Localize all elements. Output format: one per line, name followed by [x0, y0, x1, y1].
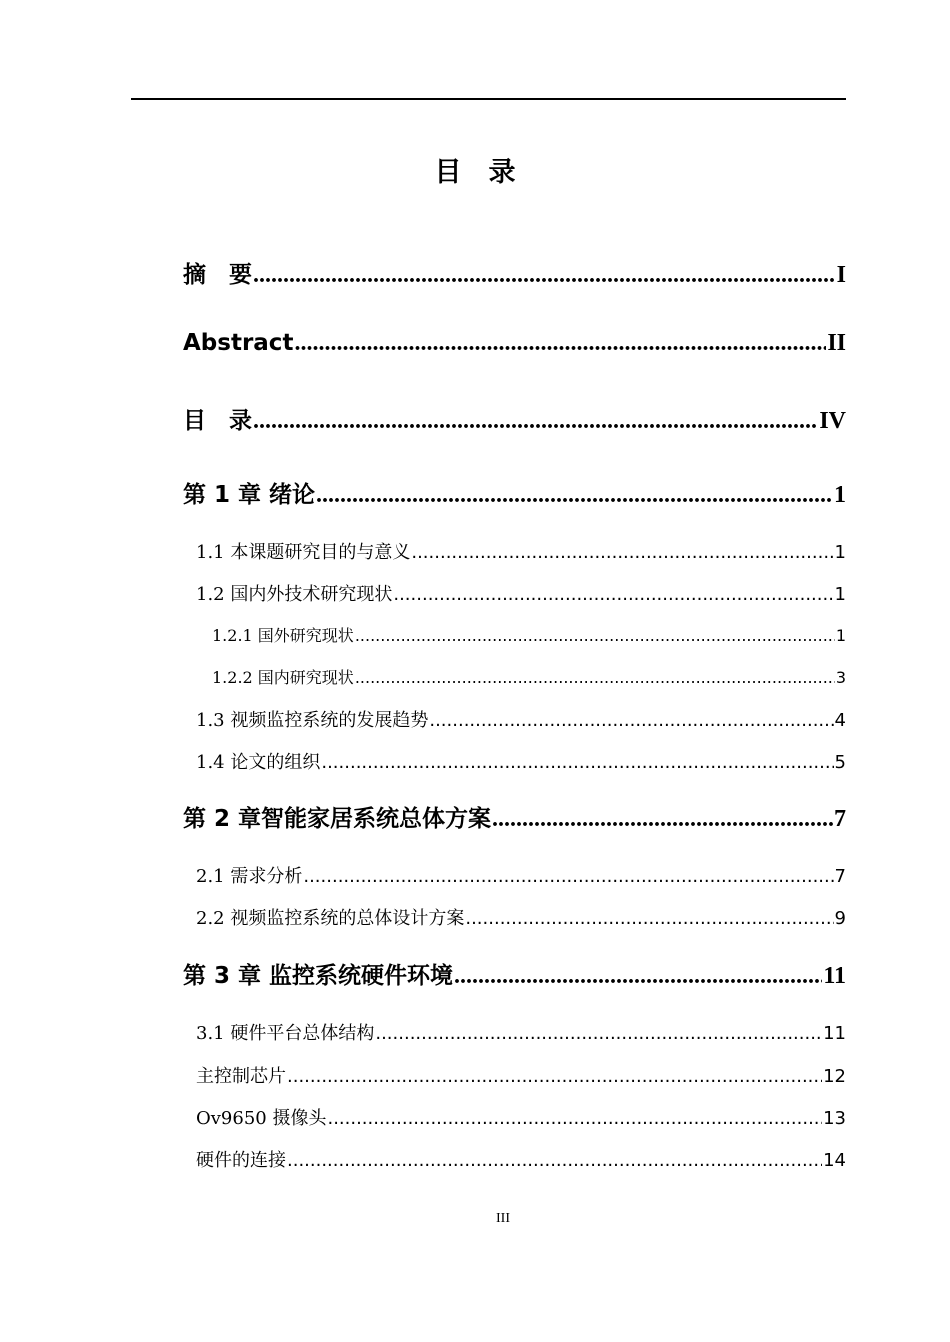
toc-entry-label: 第 2 章智能家居系统总体方案 [183, 806, 492, 832]
toc-entry-page: II [827, 330, 846, 356]
page-title: 目 录 [434, 157, 516, 188]
toc-leader [429, 710, 833, 731]
toc-entry-label: 第 1 章 绪论 [183, 482, 316, 508]
toc-entry-1-3[interactable] [196, 706, 846, 732]
toc-leader [393, 584, 833, 605]
toc-entry-label: Abstract [183, 330, 294, 356]
toc-entry-abstract-cn[interactable] [183, 256, 846, 289]
toc-entry-page: I [836, 262, 846, 288]
toc-entry-page: 4 [834, 710, 846, 731]
toc-entry-label: 1.2.2 国内研究现状 [212, 668, 354, 687]
toc-entry-page: 1 [834, 542, 846, 563]
toc-entry-label: 1.4 论文的组织 [196, 752, 321, 773]
toc-entry-label: 1.3 视频监控系统的发展趋势 [196, 710, 429, 731]
toc-entry-1-4[interactable] [196, 748, 846, 774]
toc-entry-page: 5 [834, 752, 846, 773]
toc-leader [287, 1066, 822, 1087]
toc-entry-camera[interactable] [196, 1104, 846, 1130]
toc-entry-label: 硬件的连接 [196, 1150, 286, 1171]
toc-entry-label: Ov9650 摄像头 [196, 1108, 327, 1129]
toc-entry-label: 2.2 视频监控系统的总体设计方案 [196, 908, 465, 929]
toc-entry-page: 1 [834, 482, 846, 508]
toc-entry-1-2[interactable] [196, 580, 846, 606]
toc-entry-page: 7 [834, 866, 846, 887]
toc-entry-hardware-connection[interactable] [196, 1146, 846, 1172]
toc-entry-1-2-1[interactable] [212, 623, 846, 646]
toc-entry-label: 目 录 [183, 408, 252, 434]
toc-leader [253, 408, 818, 435]
toc-entry-label: 1.2.1 国外研究现状 [212, 626, 354, 645]
toc-leader [375, 1023, 822, 1044]
toc-entry-abstract-en[interactable] [183, 330, 846, 357]
toc-entry-label: 1.2 国内外技术研究现状 [196, 584, 393, 605]
toc-entry-page: 1 [834, 584, 846, 605]
toc-leader [303, 866, 833, 887]
toc-leader [253, 262, 836, 289]
toc-leader [294, 330, 826, 357]
toc-leader [492, 806, 833, 833]
toc-entry-3-1[interactable] [196, 1019, 846, 1045]
header-rule [131, 98, 846, 100]
toc-leader [465, 908, 833, 929]
toc-entry-label: 摘 要 [183, 262, 252, 288]
toc-leader [327, 1108, 822, 1129]
toc-entry-1-2-2[interactable] [212, 665, 846, 688]
toc-leader [355, 668, 835, 687]
toc-entry-page: 3 [835, 668, 846, 687]
toc-entry-label: 第 3 章 监控系统硬件环境 [183, 963, 454, 989]
toc-entry-page: IV [819, 408, 846, 434]
toc-entry-chapter-2[interactable] [183, 800, 846, 833]
toc-entry-page: 11 [823, 1023, 846, 1044]
toc-entry-page: 11 [823, 963, 846, 989]
toc-entry-chapter-1[interactable] [183, 476, 846, 509]
toc-leader [454, 963, 822, 990]
toc-entry-page: 13 [823, 1108, 846, 1129]
toc-entry-contents[interactable] [183, 402, 846, 435]
toc-entry-label: 3.1 硬件平台总体结构 [196, 1023, 375, 1044]
page-number: III [496, 1211, 510, 1226]
toc-leader [316, 482, 833, 509]
toc-entry-page: 14 [823, 1150, 846, 1171]
toc-entry-chapter-3[interactable] [183, 957, 846, 990]
toc-entry-label: 主控制芯片 [196, 1066, 286, 1087]
toc-entry-2-1[interactable] [196, 862, 846, 888]
toc-leader [287, 1150, 822, 1171]
toc-entry-label: 1.1 本课题研究目的与意义 [196, 542, 411, 563]
toc-leader [355, 626, 835, 645]
toc-entry-page: 9 [834, 908, 846, 929]
toc-entry-main-chip[interactable] [196, 1062, 846, 1088]
toc-leader [411, 542, 833, 563]
toc-entry-2-2[interactable] [196, 904, 846, 930]
toc-entry-label: 2.1 需求分析 [196, 866, 303, 887]
toc-leader [321, 752, 833, 773]
toc-entry-page: 1 [835, 626, 846, 645]
toc-entry-page: 12 [823, 1066, 846, 1087]
toc-entry-1-1[interactable] [196, 538, 846, 564]
toc-entry-page: 7 [834, 806, 846, 832]
